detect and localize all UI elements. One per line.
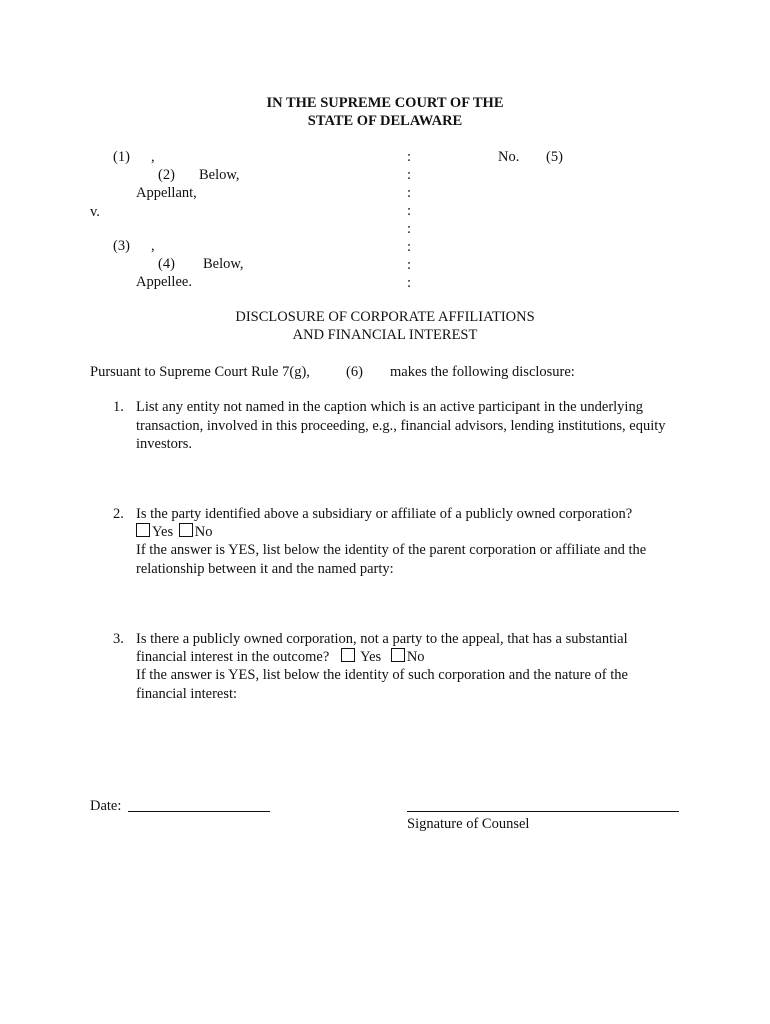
question-2-options xyxy=(136,523,212,541)
signature-line[interactable] xyxy=(407,811,679,812)
question-2-text: Is the party identified above a subsidiary or affiliate of a publicly owned corporation? xyxy=(136,506,633,522)
question-3-no-label: No xyxy=(406,649,425,665)
question-2-no-label: No xyxy=(194,524,213,540)
question-3-no-checkbox[interactable] xyxy=(391,648,405,662)
question-3-text: Is there a publicly owned corporation, not a party to the appeal, that has a substantial financial interest in the outcome? xyxy=(136,631,628,665)
question-2-no-checkbox[interactable] xyxy=(179,523,193,537)
court-name-line2: STATE OF DELAWARE xyxy=(307,113,463,129)
case-no-label: No. xyxy=(498,149,520,165)
caption-colon: : xyxy=(407,203,412,219)
question-3-number: 3. xyxy=(113,631,124,647)
appellee-comma: , xyxy=(151,238,155,254)
question-1-number: 1. xyxy=(113,399,124,415)
intro-suffix: makes the following disclosure: xyxy=(390,364,575,380)
appellant-below-label: Below, xyxy=(199,167,240,183)
versus-label: v. xyxy=(90,204,100,220)
appellee-below-placeholder: (4) xyxy=(158,256,175,272)
question-1-text: List any entity not named in the caption which is an active participant in the underlying transaction, involved in this proceeding, e.g., financial advisors, lending institutions, equity investors. xyxy=(136,399,666,452)
appellee-role: Appellee. xyxy=(136,274,192,290)
document-title-line2: AND FINANCIAL INTEREST xyxy=(292,327,478,343)
question-3-yes-checkbox[interactable] xyxy=(341,648,355,662)
question-3-followup: If the answer is YES, list below the identity of such corporation and the nature of the financial interest: xyxy=(136,667,628,702)
caption-colon: : xyxy=(407,257,412,273)
caption-colon: : xyxy=(407,167,412,183)
intro-party-placeholder: (6) xyxy=(346,364,363,380)
question-2-yes-label: Yes xyxy=(152,524,174,540)
caption-colon: : xyxy=(407,239,412,255)
appellee-placeholder: (3) xyxy=(113,238,130,254)
date-input-line[interactable] xyxy=(128,811,270,812)
appellant-role: Appellant, xyxy=(136,185,197,201)
caption-colon: : xyxy=(407,149,412,165)
case-no-placeholder: (5) xyxy=(546,149,563,165)
question-2-number: 2. xyxy=(113,506,124,522)
question-3-yes-label: Yes xyxy=(360,649,382,665)
court-name-line1: IN THE SUPREME COURT OF THE xyxy=(266,95,504,111)
appellant-placeholder: (1) xyxy=(113,149,130,165)
appellant-below-placeholder: (2) xyxy=(158,167,175,183)
caption-colon: : xyxy=(407,221,412,237)
question-2-followup: If the answer is YES, list below the identity of the parent corporation or affiliate and the relationship between it and the named party: xyxy=(136,542,647,577)
signature-label: Signature of Counsel xyxy=(407,816,530,832)
question-3-options xyxy=(341,648,425,666)
appellant-comma: , xyxy=(151,149,155,165)
caption-colon: : xyxy=(407,275,412,291)
question-2-yes-checkbox[interactable] xyxy=(136,523,150,537)
date-label: Date: xyxy=(90,798,122,814)
appellee-below-label: Below, xyxy=(203,256,244,272)
intro-prefix: Pursuant to Supreme Court Rule 7(g), xyxy=(90,364,310,380)
document-title-line1: DISCLOSURE OF CORPORATE AFFILIATIONS xyxy=(235,309,535,325)
caption-colon: : xyxy=(407,185,412,201)
